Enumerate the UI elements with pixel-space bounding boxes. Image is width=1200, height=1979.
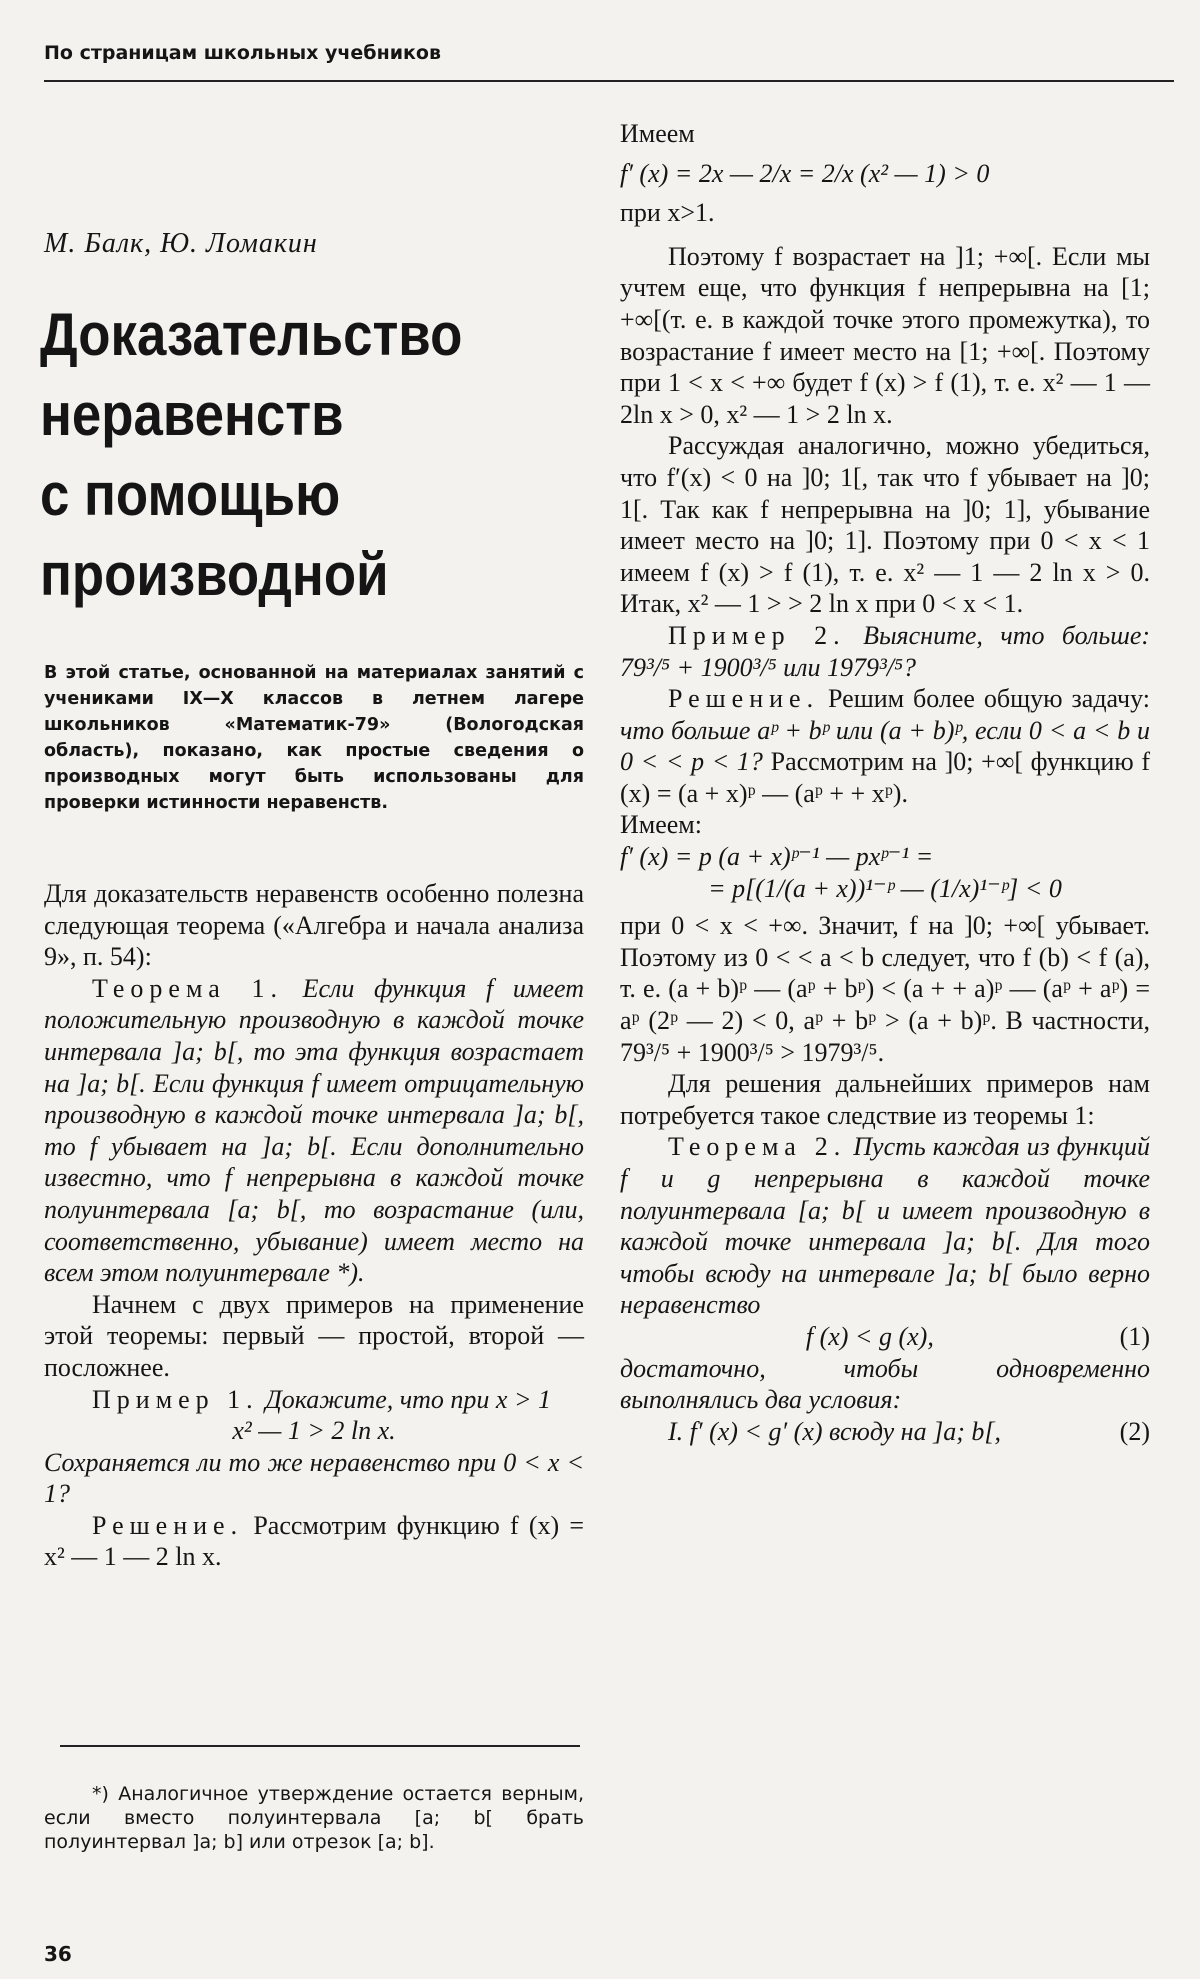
example-1-text: Докажите, что при x > 1 <box>265 1384 552 1414</box>
solution-2-label: Решение. <box>668 684 820 714</box>
formula-1: f′ (x) = 2x — 2/x = 2/x (x² — 1) > 0 <box>620 158 990 188</box>
footnote-rule <box>60 1745 580 1747</box>
theorem-2-label: Теорема 2. <box>668 1132 847 1162</box>
solution-1-text: Рассмотрим функцию f (x) = x² — 1 — 2 ln x. <box>44 1510 585 1572</box>
condition-1 <box>620 1416 1150 1448</box>
footnote-marker: *) <box>92 1783 109 1805</box>
section-header: По страницам школьных учебников <box>44 42 441 64</box>
example-2 <box>620 620 1150 683</box>
inequality-1-number: (1) <box>1119 1321 1150 1351</box>
inequality-1-text: f (x) < g (x), <box>805 1321 934 1351</box>
solution-1-label: Решение. <box>92 1510 244 1540</box>
condition-1-number: (2) <box>1119 1416 1150 1446</box>
example-1-label: Пример 1. <box>92 1384 259 1414</box>
formula-2b: = p[(1/(a + x))¹⁻ᵖ — (1/x)¹⁻ᵖ] < 0 <box>708 873 1062 903</box>
solution-2 <box>620 683 1150 809</box>
sufficient-text: достаточно, чтобы одновременно выполнялись два условия: <box>620 1353 1150 1415</box>
abstract: В этой статье, основанной на материалах занятий с учениками IX—X классов в летнем лагере школьников «Математик-79» (Вологодская область), показано, как простые сведения о производных могут быть использованы для проверки истинности неравенств. <box>44 663 584 813</box>
title-line: производной <box>40 541 389 608</box>
example-1-formula: x² — 1 > 2 ln x. <box>232 1416 396 1446</box>
left-column <box>44 878 584 1573</box>
header-rule <box>44 80 1174 82</box>
authors: М. Балк, Ю. Ломакин <box>44 228 318 259</box>
decrease-paragraph: при 0 < x < +∞. Значит, f на ]0; +∞[ убывает. Поэтому из 0 < < a < b следует, что f (b) < f (a), т. е. (a + b)ᵖ — (aᵖ + bᵖ) < (a + + a)ᵖ — (aᵖ + aᵖ) = aᵖ (2ᵖ — 2) < 0, aᵖ + bᵖ > (a + b)ᵖ. В частности, 79³/⁵ + 1900³/⁵ > 1979³/⁵. <box>620 911 1150 1067</box>
formula-2a: f′ (x) = p (a + x)ᵖ⁻¹ — pxᵖ⁻¹ = <box>620 842 934 872</box>
theorem-2-text: Пусть каждая из функций f и g непрерывна в каждой точке полуинтервала [a; b[ и имеет производную в каждой точке интервала ]a; b[. Для того чтобы всюду на интервале ]a; b[ было верно неравенство <box>620 1132 1150 1320</box>
examples-intro: Начнем с двух примеров на применение этой теоремы: первый — простой, второй — посложнее. <box>44 1289 584 1382</box>
solution-2-text-a: Решим более общую задачу: <box>828 684 1150 714</box>
article-title <box>40 295 533 615</box>
for-x: при x>1. <box>620 198 715 228</box>
theorem-2 <box>620 1131 1150 1321</box>
solution-2-text-c: Рассмотрим на ]0; +∞[ функцию f (x) = (a + x)ᵖ — (aᵖ + + xᵖ). <box>620 747 1150 808</box>
title-line: Доказательство <box>40 301 463 368</box>
inequality-1 <box>620 1321 1150 1353</box>
example-1 <box>44 1384 584 1416</box>
example-1-question: Сохраняется ли то же неравенство при 0 < x < 1? <box>44 1447 584 1509</box>
example-2-text: Выясните, что больше: 79³/⁵ + 1900³/⁵ или 1979³/⁵? <box>620 620 1151 682</box>
theorem-1-label: Теорема 1. <box>92 973 283 1003</box>
footnote-text: Аналогичное утверждение остается верным, если вместо полуинтервала [a; b[ брать полуинтервал ]a; b] или отрезок [a; b]. <box>44 1783 584 1853</box>
footnote <box>44 1782 584 1854</box>
next-paragraph: Для решения дальнейших примеров нам потребуется такое следствие из теоремы 1: <box>620 1069 1150 1130</box>
theorem-1-text: Если функция f имеет положительную производную в каждой точке интервала ]a; b[, то эта функция возрастает на ]a; b[. Если функция f имеет отрицательную производную в каждой точке интервала ]a; b[, то f убывает на ]a; b[. Если дополнительно известно, что f непрерывна в каждой точке полуинтервала [a; b[, то возрастание (или, соответственно, убывание) имеет место на всем этом полуинтервале *). <box>44 973 584 1288</box>
have-2: Имеем: <box>620 810 702 840</box>
increase-paragraph: Поэтому f возрастает на ]1; +∞[. Если мы учтем еще, что функция f непрерывна на [1; +∞[(т. е. в каждой точке этого промежутка), то возрастание f имеет место на [1; +∞[. Поэтому при 1 < x < +∞ будет f (x) > f (1), т. е. x² — 1 — 2ln x > 0, x² — 1 > 2 ln x. <box>620 241 1150 429</box>
condition-1-text: I. f′ (x) < g′ (x) всюду на ]a; b[, <box>668 1416 1001 1446</box>
intro-paragraph: Для доказательств неравенств особенно полезна следующая теорема («Алгебра и начала анализа 9», п. 54): <box>44 879 584 972</box>
page-number: 36 <box>44 1942 72 1966</box>
title-line: с помощью <box>40 461 341 528</box>
have-1: Имеем <box>620 119 695 148</box>
theorem-1 <box>44 973 584 1289</box>
title-line: неравенств <box>40 381 344 448</box>
solution-1 <box>44 1510 584 1573</box>
example-2-label: Пример 2. <box>668 620 846 650</box>
right-column <box>620 118 1150 1447</box>
analog-paragraph: Рассуждая аналогично, можно убедиться, что f′(x) < 0 на ]0; 1[, так что f убывает на ]0; 1[. Так как f непрерывна на ]0; 1], убывание имеет место на ]0; 1]. Поэтому при 0 < x < 1 имеем f (x) > f (1), т. е. x² — 1 — 2 ln x > 0. Итак, x² — 1 > > 2 ln x при 0 < x < 1. <box>620 431 1150 619</box>
solution-2-text-b: что больше aᵖ + bᵖ или (a + b)ᵖ, если 0 < a < b и 0 < < p < 1? <box>620 715 1150 777</box>
